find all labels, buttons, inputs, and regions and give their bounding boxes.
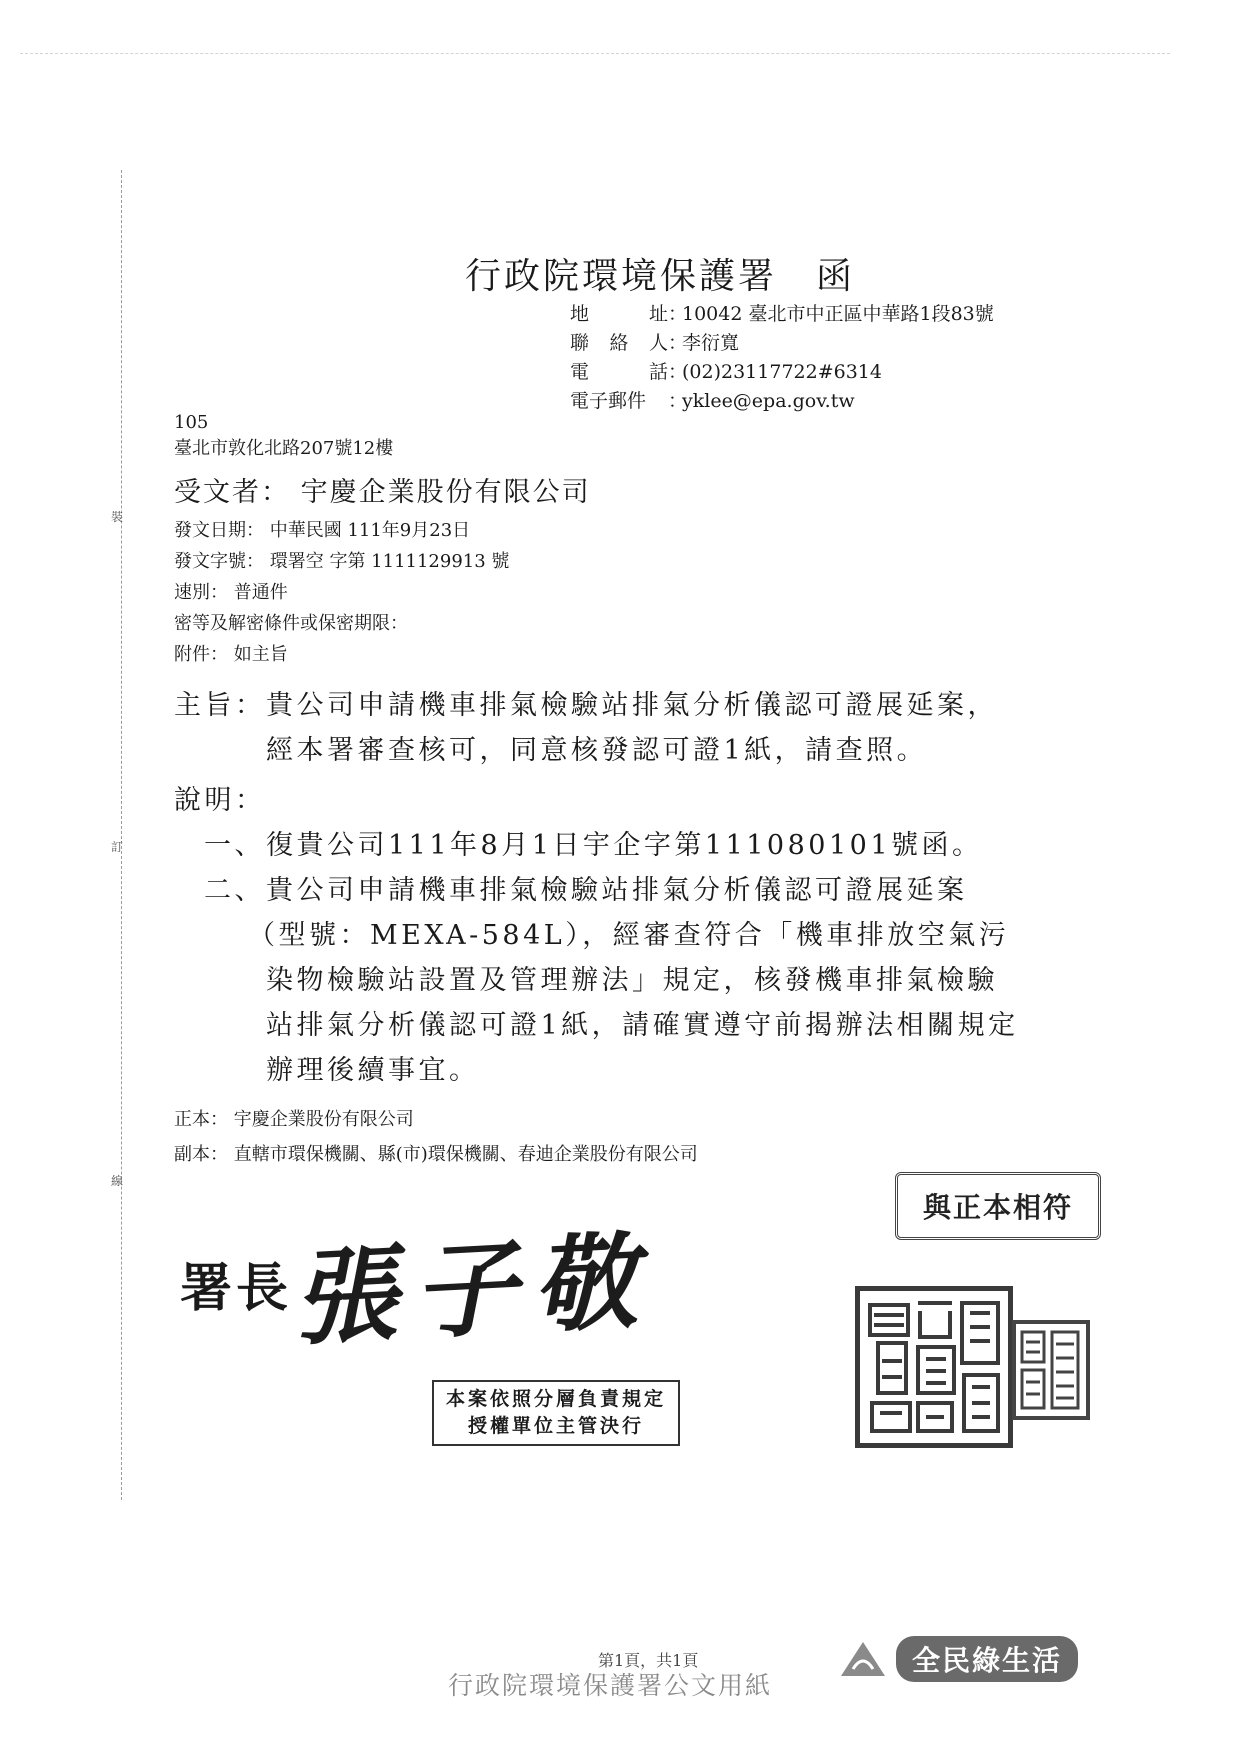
seal-small-pattern [1016,1324,1086,1416]
contact-person [570,329,994,358]
certified-copy-stamp: 與正本相符 [895,1172,1101,1240]
contact-value: 李衍寬 [682,332,740,354]
contact-phone [570,358,994,387]
delegation-line: 本案依照分層負責規定 [446,1388,667,1410]
signatory-title: 署長 [180,1258,293,1319]
contact-label-char: 人 [648,332,668,354]
contact-label-char: 絡 [609,332,629,354]
contact-label-char: 聯 [570,332,590,354]
original-copy: 正本： 宇慶企業股份有限公司 [174,1109,414,1130]
contact-label-char: 地 [570,303,590,325]
document-title: 行政院環境保護署 函 [465,256,856,297]
green-life-logo [838,1636,1078,1682]
subject-line: 經本署審查核可，同意核發認可證1紙，請查照。 [266,735,928,766]
official-paper-label: 行政院環境保護署公文用紙 [448,1671,773,1700]
attachment: 附件： 如主旨 [174,644,288,665]
subject-label: 主旨： [174,690,266,721]
contact-label [570,329,668,358]
contact-label-char: 址 [648,303,668,325]
contact-value: (02)23117722#6314 [682,361,882,383]
secrecy-level: 密等及解密條件或保密期限： [174,613,408,634]
contact-label [570,358,668,387]
explanation-item-line: 復貴公司111年8月1日宇企字第111080101號函。 [266,830,983,861]
page-number: 第1頁，共1頁 [598,1651,699,1670]
green-life-logo-text: 全民綠生活 [896,1636,1078,1682]
contact-label [570,300,668,329]
contact-address [570,300,994,329]
binding-mark-1: 裝 [111,510,124,524]
contact-label-char: 話 [648,361,668,383]
recipient-address [174,410,393,462]
postal-code: 105 [174,412,209,433]
top-dashed-line [20,53,1170,54]
explanation-label: 說明： [174,785,266,816]
explanation-item-number: 一、 [204,830,265,861]
seal-large-pattern [860,1291,1008,1443]
binding-line [121,170,122,1500]
recipient-line: 受文者： 宇慶企業股份有限公司 [174,477,591,508]
document-number: 發文字號： 環署空 字第 1111129913 號 [174,551,510,572]
explanation-item-line: 染物檢驗站設置及管理辦法」規定，核發機車排氣檢驗 [266,965,998,996]
subject-line: 貴公司申請機車排氣檢驗站排氣分析儀認可證展延案， [266,690,998,721]
binding-mark-2: 訂 [111,840,124,854]
explanation-item-line: 站排氣分析儀認可證1紙，請確實遵守前揭辦法相關規定 [266,1010,1019,1041]
contact-value: 10042 臺北市中正區中華路1段83號 [682,303,994,325]
explanation-item-line: （型號：MEXA-584L），經審查符合「機車排放空氣污 [248,920,1010,951]
document-meta [174,515,509,670]
explanation-item-line: 辦理後續事宜。 [266,1055,480,1086]
contact-value: yklee@epa.gov.tw [682,390,855,412]
issue-date: 發文日期： 中華民國 111年9月23日 [174,520,471,541]
duplicate-copy: 副本： 直轄市環保機關、縣(市)環保機關、春迪企業股份有限公司 [174,1144,698,1165]
signature: 張子敬 [289,1218,656,1361]
street-address: 臺北市敦化北路207號12樓 [174,438,394,459]
delegation-line: 授權單位主管決行 [468,1415,645,1437]
delegation-stamp [432,1380,680,1446]
official-seal-large [855,1286,1013,1448]
sender-contact-block [570,300,994,416]
contact-label: 電子郵件 [570,390,647,412]
triangle-leaf-icon [838,1639,888,1679]
explanation-item-line: 貴公司申請機車排氣檢驗站排氣分析儀認可證展延案 [266,875,968,906]
contact-colon: ： [668,390,688,412]
contact-colon: ： [668,303,688,325]
explanation-item-number: 二、 [204,875,265,906]
contact-colon: ： [668,361,688,383]
contact-email [570,387,994,416]
official-seal-small [1012,1320,1090,1420]
copies-block [174,1102,698,1172]
contact-label-char: 電 [570,361,590,383]
contact-colon: ： [668,332,688,354]
binding-mark-3: 線 [111,1174,124,1188]
delivery-speed: 速別： 普通件 [174,582,288,603]
